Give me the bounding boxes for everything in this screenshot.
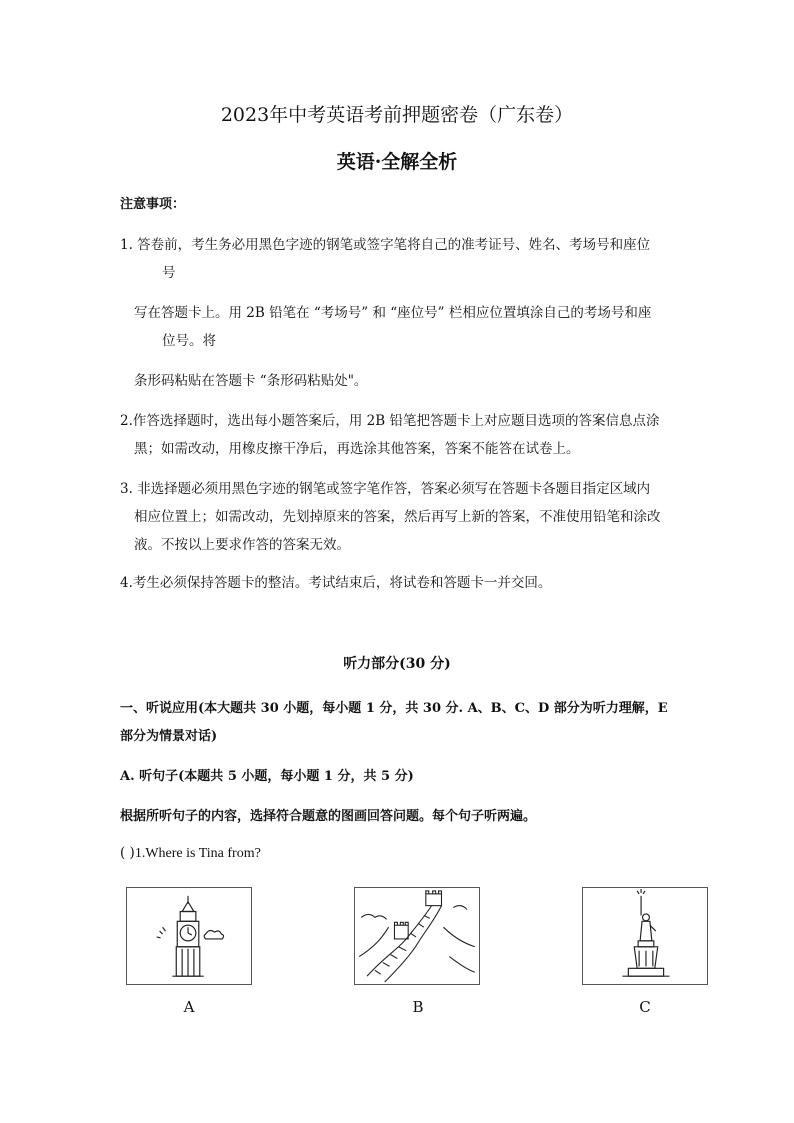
option-b-label: B: [412, 998, 424, 1016]
note-1-line-4: 位号。将: [162, 333, 216, 349]
part-1-heading-line-2: 部分为情景对话): [120, 729, 218, 744]
question-1-text: 1.Where is Tina from?: [134, 846, 261, 861]
note-4-line-1: 4.考生必须保持答题卡的整洁。考试结束后，将试卷和答题卡一并交回。: [120, 575, 552, 591]
listening-section-title: 听力部分(30 分): [343, 656, 451, 672]
note-3-line-3: 液。不按以上要求作答的答案无效。: [134, 537, 350, 553]
statue-of-liberty-icon: [583, 888, 707, 984]
note-2-line-1: 2.作答选择题时，选出每小题答案后，用 2B 铅笔把答题卡上对应题目选项的答案信息点涂: [120, 413, 660, 429]
option-a-label: A: [183, 998, 195, 1016]
answer-bracket[interactable]: ( ): [120, 845, 135, 861]
option-a-picture[interactable]: [126, 887, 252, 985]
note-1-line-5: 条形码粘贴在答题卡 “条形码粘贴处"。: [134, 373, 368, 389]
note-3-line-2: 相应位置上；如需改动，先划掉原来的答案，然后再写上新的答案，不准使用铅笔和涂改: [134, 509, 661, 525]
page-subtitle: 英语·全解全析: [336, 151, 458, 173]
page-title: 2023年中考英语考前押题密卷（广东卷）: [220, 104, 574, 126]
option-b-picture[interactable]: [354, 887, 480, 985]
notes-heading: 注意事项：: [120, 197, 186, 212]
option-c-label: C: [639, 998, 651, 1016]
note-3-line-1: 3. 非选择题必须用黑色字迹的钢笔或签字笔作答，答案必须写在答题卡各题目指定区域内: [120, 481, 651, 497]
great-wall-icon: [355, 888, 479, 984]
part-a-heading: A. 听句子(本题共 5 小题，每小题 1 分，共 5 分): [120, 769, 414, 784]
question-1: [120, 845, 261, 862]
note-2-line-2: 黑；如需改动，用橡皮擦干净后，再选涂其他答案，答案不能答在试卷上。: [134, 441, 580, 457]
part-a-instruction: 根据所听句子的内容，选择符合题意的图画回答问题。每个句子听两遍。: [120, 809, 537, 824]
big-ben-icon: [127, 888, 251, 984]
note-1-line-2: 号: [162, 265, 176, 281]
note-1-line-1: 1. 答卷前，考生务必用黑色字迹的钢笔或签字笔将自己的准考证号、姓名、考场号和座位: [120, 237, 651, 253]
part-1-heading-line-1: 一、听说应用(本大题共 30 小题，每小题 1 分，共 30 分. A、B、C、D 部分为听力理解，E: [120, 701, 668, 716]
option-c-picture[interactable]: [582, 887, 708, 985]
note-1-line-3: 写在答题卡上。用 2B 铅笔在 “考场号” 和 “座位号” 栏相应位置填涂自己的考场号和座: [134, 305, 652, 321]
